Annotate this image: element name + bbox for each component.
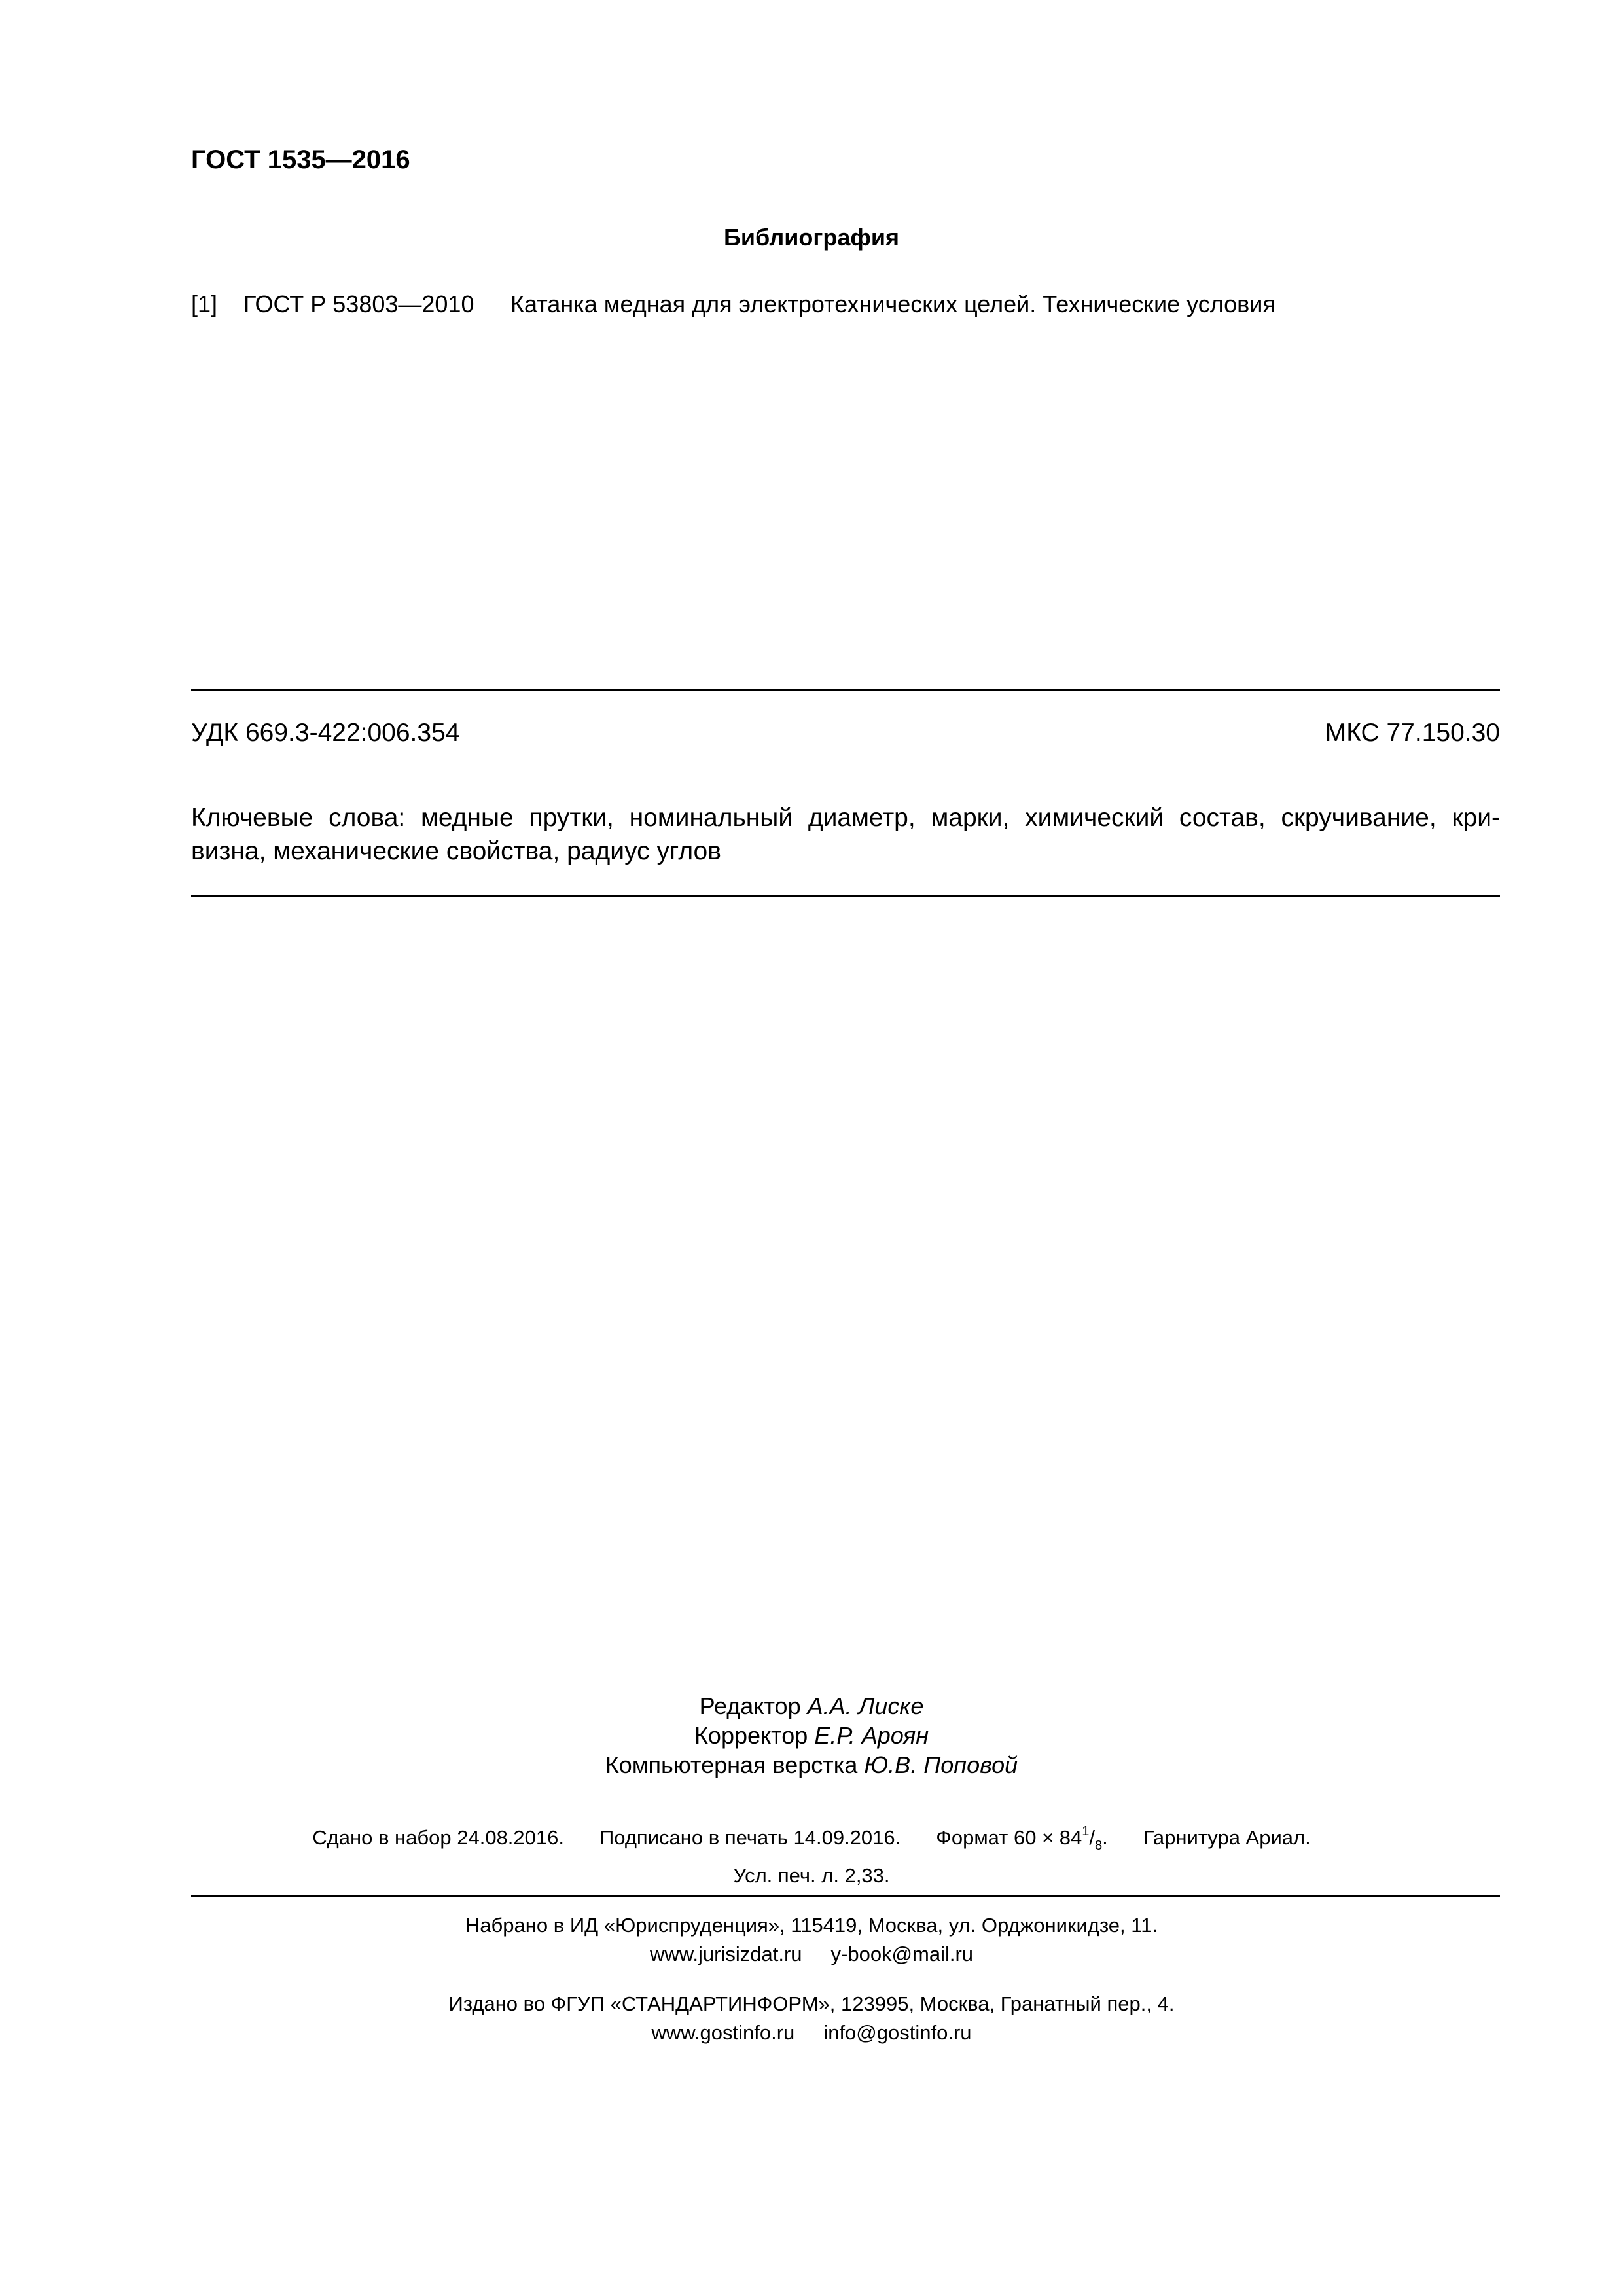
editor-label: Редактор xyxy=(699,1693,801,1719)
keywords-paragraph xyxy=(191,801,1500,868)
published-by: Издано во ФГУП «СТАНДАРТИНФОРМ», 123995, Москва, Гранатный пер., 4. xyxy=(448,1992,1175,2015)
corrector-label: Корректор xyxy=(694,1722,808,1749)
layout-label: Компьютерная верстка xyxy=(605,1751,858,1778)
keywords-line-1: Ключевые слова: медные прутки, номинальный диаметр, марки, химический состав, скручивание, кри- xyxy=(191,804,1500,832)
bibliography-title: Библиография xyxy=(724,224,899,251)
signed-date: Подписано в печать 14.09.2016. xyxy=(599,1826,901,1849)
print-sheets: Усл. печ. л. 2,33. xyxy=(733,1864,890,1887)
typeface: Гарнитура Ариал. xyxy=(1143,1826,1311,1849)
layout-line xyxy=(0,1750,1623,1780)
document-standard-number: ГОСТ 1535—2016 xyxy=(191,145,410,174)
published-site-link[interactable]: www.gostinfo.ru xyxy=(651,2021,795,2044)
print-info-block xyxy=(0,1817,1623,1890)
bibliography-entry-number: [1] xyxy=(191,291,218,317)
print-format: Формат $60 \times 84^1/_8$. xyxy=(936,1824,1108,1853)
divider-top xyxy=(191,689,1500,691)
keywords-line-2: визна, механические свойства, радиус углов xyxy=(191,837,721,865)
corrector-line xyxy=(0,1721,1623,1750)
print-info-line-1 xyxy=(0,1817,1623,1861)
typeset-contacts xyxy=(0,1940,1623,1969)
published-email-link[interactable]: info@gostinfo.ru xyxy=(823,2021,972,2044)
bibliography-entry xyxy=(191,291,1275,318)
bibliography-entry-reference: ГОСТ Р 53803—2010 xyxy=(243,291,474,317)
typeset-site-link[interactable]: www.jurisizdat.ru xyxy=(649,1943,802,1965)
typeset-by: Набрано в ИД «Юриспруденция», 115419, Москва, ул. Орджоникидзе, 11. xyxy=(465,1914,1158,1937)
udk-code: УДК 669.3-422:006.354 xyxy=(191,719,460,747)
divider-keywords xyxy=(191,895,1500,897)
corrector-name: Е.Р. Ароян xyxy=(814,1722,929,1749)
published-contacts xyxy=(0,2018,1623,2047)
typeset-date: Сдано в набор 24.08.2016. xyxy=(312,1826,564,1849)
layout-name: Ю.В. Поповой xyxy=(864,1751,1018,1778)
editor-line xyxy=(0,1691,1623,1721)
bibliography-entry-title: Катанка медная для электротехнических целей. Технические условия xyxy=(510,291,1275,317)
editor-name: А.А. Лиске xyxy=(807,1693,924,1719)
typeset-email-link[interactable]: y-book@mail.ru xyxy=(830,1943,974,1965)
mks-code: МКС 77.150.30 xyxy=(1325,719,1500,747)
divider-publisher xyxy=(191,1895,1500,1897)
publisher-block xyxy=(0,1911,1623,2047)
credits-block xyxy=(0,1691,1623,1780)
